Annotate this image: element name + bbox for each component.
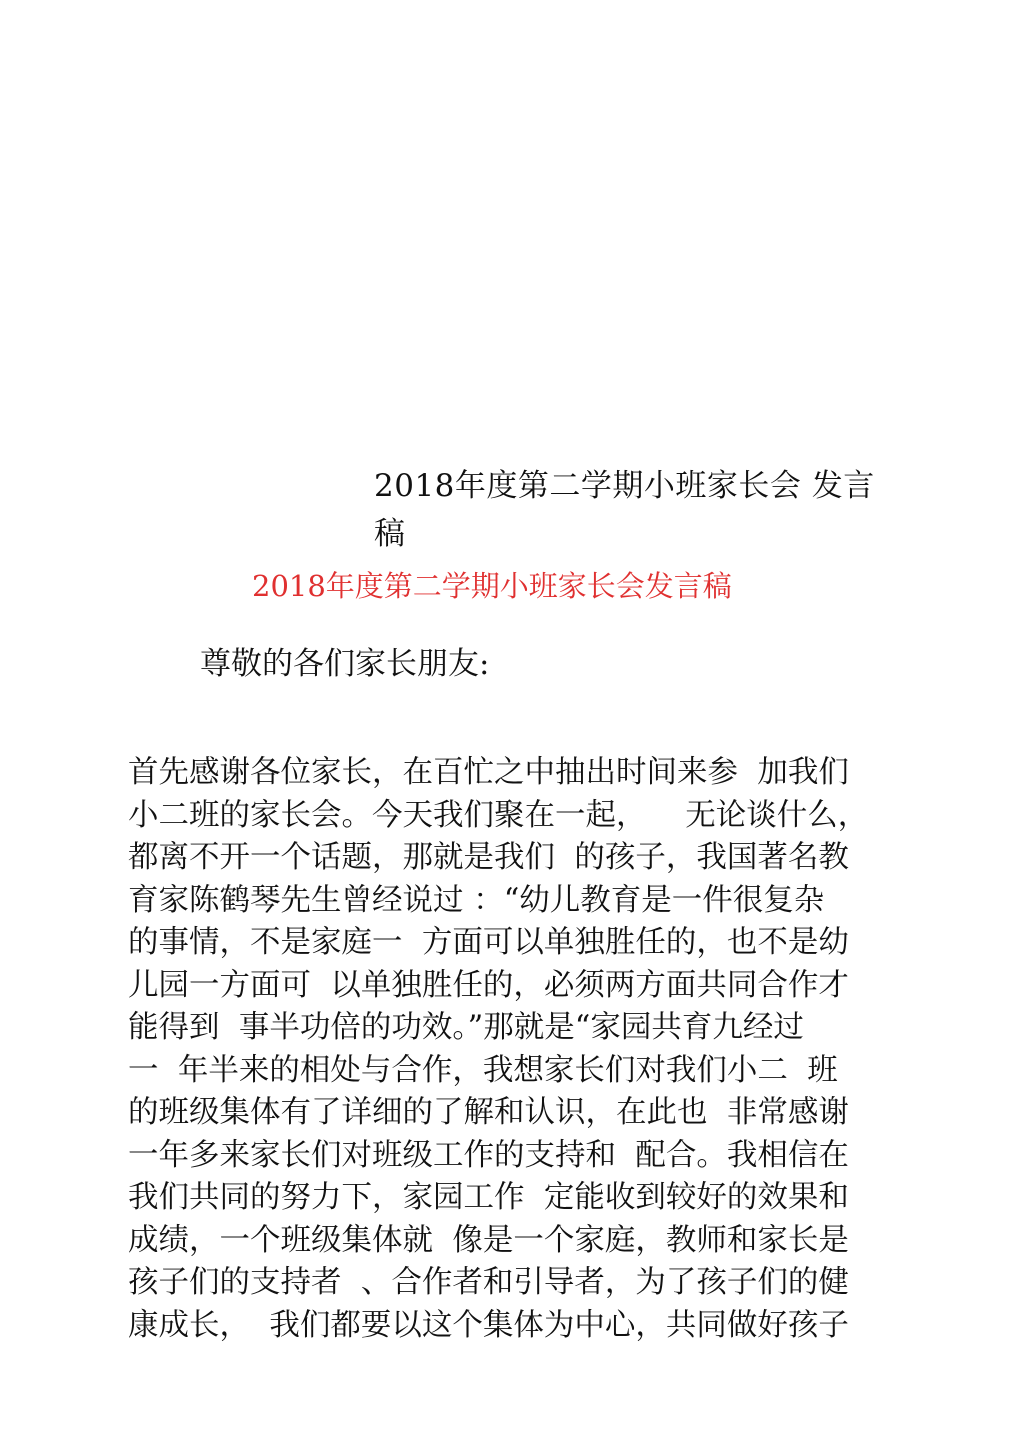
body-line: 孩子们的支持者 、合作者和引导者，为了孩子们的健: [128, 1265, 849, 1300]
body-line: 成绩，一个班级集体就 像是一个家庭，教师和家长是: [128, 1222, 849, 1258]
body-line: 一 年半来的相处与合作，我想家长们对我们小二 班: [128, 1052, 838, 1088]
document-subtitle: 2018年度第二学期小班家长会发言稿: [252, 569, 732, 603]
document-title: [374, 462, 904, 558]
body-paragraph: [128, 752, 908, 1347]
body-line: 小二班的家长会。今天我们聚在一起， 无论谈什么，: [128, 797, 869, 833]
body-line: 康成长， 我们都要以这个集体为中心，共同做好孩子: [128, 1307, 849, 1343]
body-line: 的班级集体有了详细的了解和认识，在此也 非常感谢: [128, 1095, 849, 1130]
body-line: 一年多来家长们对班级工作的支持和 配合。我相信在: [128, 1137, 849, 1173]
greeting: 尊敬的各们家长朋友:: [200, 646, 490, 682]
body-line: 的事情，不是家庭一 方面可以单独胜任的，也不是幼: [128, 925, 849, 960]
title-line: 稿: [374, 516, 406, 552]
body-line: 育家陈鹤琴先生曾经说过 ：“幼儿教育是一件很复杂: [128, 882, 825, 918]
body-line: 我们共同的努力下，家园工作 定能收到较好的效果和: [128, 1180, 849, 1215]
title-line: 2018年度第二学期小班家长会 发言: [374, 468, 875, 504]
body-line: 首先感谢各位家长，在百忙之中抽出时间来参 加我们: [128, 755, 849, 790]
body-line: 都离不开一个话题，那就是我们 的孩子，我国著名教: [128, 840, 849, 875]
body-line: 儿园一方面可 以单独胜任的，必须两方面共同合作才: [128, 967, 849, 1003]
body-line: 能得到 事半功倍的功效。”那就是“家园共育九经过: [128, 1010, 804, 1045]
